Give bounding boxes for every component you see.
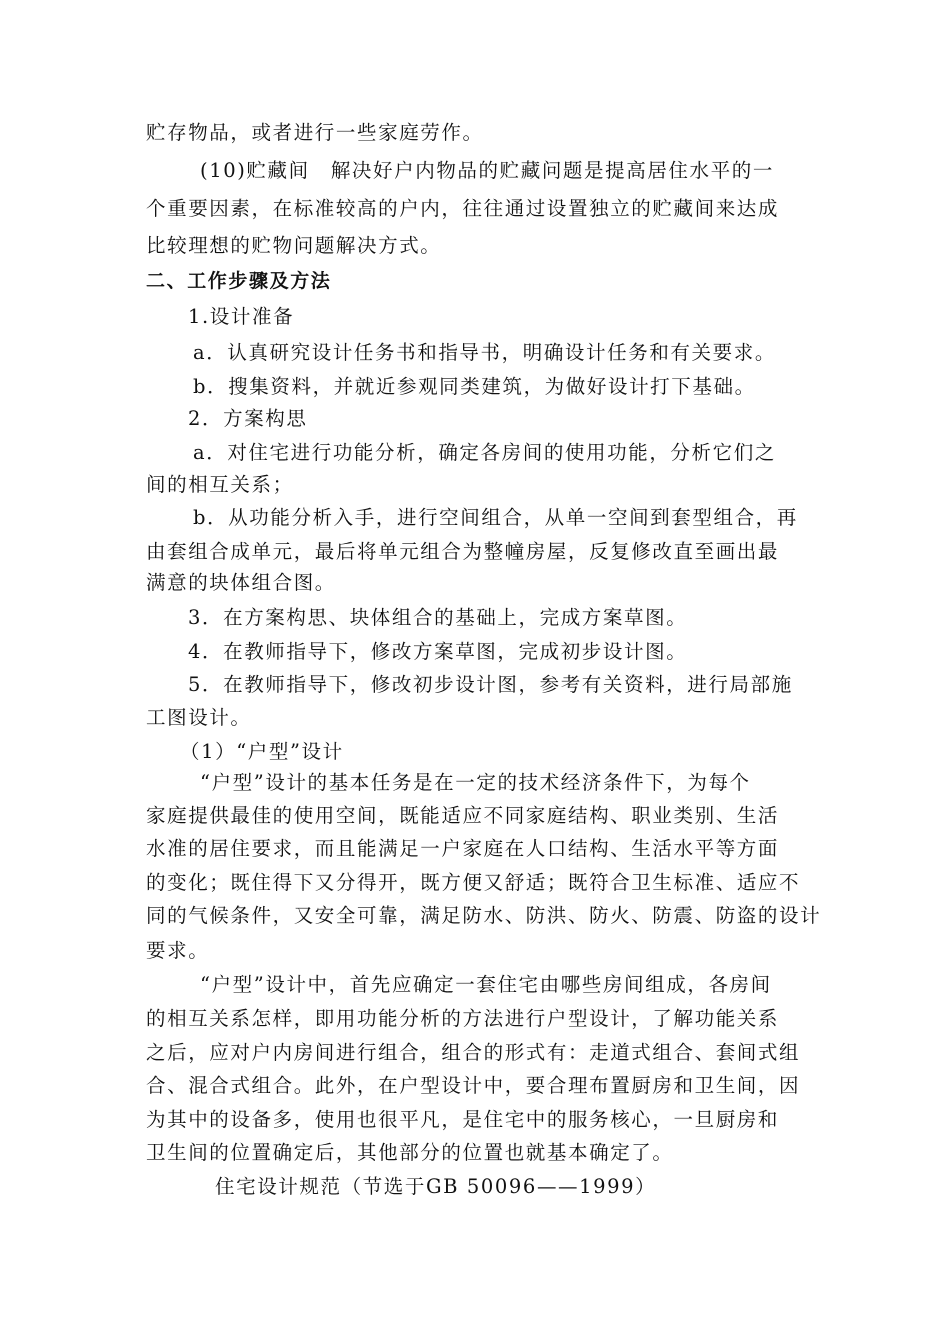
text-line: 个重要因素，在标准较高的户内，往往通过设置独立的贮藏间来达成 xyxy=(146,197,780,220)
text-line: 由套组合成单元，最后将单元组合为整幢房屋，反复修改直至画出最 xyxy=(146,540,780,563)
text-line: 要求。 xyxy=(146,939,210,962)
text-line: 家庭提供最佳的使用空间，既能适应不同家庭结构、职业类别、生活 xyxy=(146,804,780,827)
text-line: 5．在教师指导下，修改初步设计图，参考有关资料，进行局部施 xyxy=(188,673,793,696)
text-line: 2．方案构思 xyxy=(188,407,308,430)
text-line: 3．在方案构思、块体组合的基础上，完成方案草图。 xyxy=(188,606,688,629)
text-line: a．认真研究设计任务书和指导书，明确设计任务和有关要求。 xyxy=(193,341,776,364)
text-line: 住宅设计规范（节选于GB 50096——1999） xyxy=(215,1175,657,1198)
text-line: 1.设计准备 xyxy=(188,305,295,328)
text-line: “户型”设计的基本任务是在一定的技术经济条件下，为每个 xyxy=(200,771,751,794)
text-line: 合、混合式组合。此外，在户型设计中，要合理布置厨房和卫生间，因 xyxy=(146,1074,801,1097)
text-line: 工图设计。 xyxy=(146,706,252,729)
text-line: 卫生间的位置确定后，其他部分的位置也就基本确定了。 xyxy=(146,1141,674,1164)
text-line: 为其中的设备多，使用也很平凡，是住宅中的服务核心，一旦厨房和 xyxy=(146,1108,780,1131)
text-line: 的变化；既住得下又分得开，既方便又舒适；既符合卫生标准、适应不 xyxy=(146,871,801,894)
text-line: 间的相互关系； xyxy=(146,473,294,496)
text-line: 的相互关系怎样，即用功能分析的方法进行户型设计，了解功能关系 xyxy=(146,1007,780,1030)
section-heading: 二、工作步骤及方法 xyxy=(146,270,332,292)
text-line: 水准的居住要求，而且能满足一户家庭在人口结构、生活水平等方面 xyxy=(146,837,780,860)
text-line: 比较理想的贮物问题解决方式。 xyxy=(146,234,442,257)
text-line: a．对住宅进行功能分析，确定各房间的使用功能，分析它们之 xyxy=(193,441,776,464)
text-line: b．从功能分析入手，进行空间组合，从单一空间到套型组合，再 xyxy=(193,506,798,529)
text-line: b．搜集资料，并就近参观同类建筑，为做好设计打下基础。 xyxy=(193,375,756,398)
text-line: “户型”设计中，首先应确定一套住宅由哪些房间组成，各房间 xyxy=(200,973,772,996)
text-line: 4．在教师指导下，修改方案草图，完成初步设计图。 xyxy=(188,640,688,663)
text-line: 同的气候条件，又安全可靠，满足防水、防洪、防火、防震、防盗的设计 xyxy=(146,904,822,927)
subheading: （1）“户型”设计 xyxy=(180,740,344,763)
text-line: (10)贮藏间 解决好户内物品的贮藏问题是提高居住水平的一 xyxy=(200,159,774,182)
text-line: 之后，应对户内房间进行组合，组合的形式有：走道式组合、套间式组 xyxy=(146,1041,801,1064)
text-line: 满意的块体组合图。 xyxy=(146,571,336,594)
text-line: 贮存物品，或者进行一些家庭劳作。 xyxy=(146,121,484,144)
